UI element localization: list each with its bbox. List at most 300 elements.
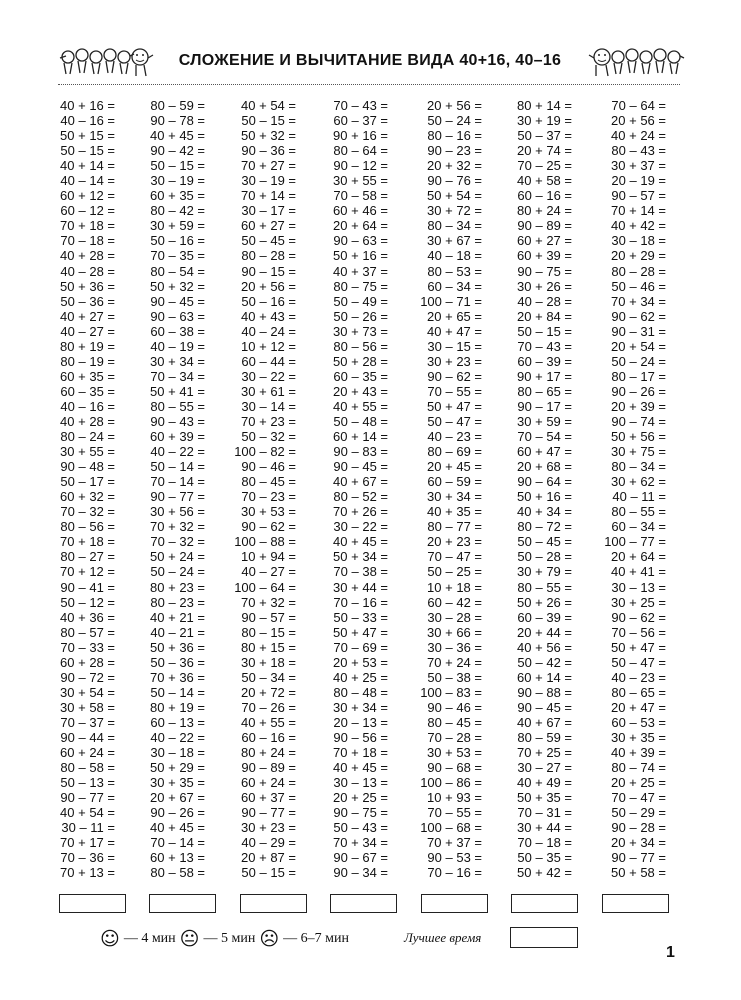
exercise-item: 90 – 23 = [427,143,482,159]
exercise-item: 60 + 13 = [150,850,205,866]
exercise-item: 90 – 75 = [333,805,388,821]
exercise-item: 40 – 21 = [150,624,205,640]
exercise-item: 70 – 14 = [150,474,205,490]
legend-time-text: — 4 мин [123,931,176,946]
exercise-item: 50 – 26 = [333,308,388,324]
exercise-item: 90 – 76 = [427,173,482,189]
exercise-item: 30 – 18 = [611,233,666,249]
exercise-item: 60 – 39 = [517,609,572,625]
exercise-item: 50 – 46 = [611,278,666,294]
exercise-item: 30 + 56 = [150,504,205,520]
exercise-item: 20 + 87 = [241,850,296,866]
exercise-item: 80 – 34 = [611,459,666,475]
exercise-item: 80 – 55 = [611,504,666,520]
exercise-item: 20 + 64 = [611,549,666,565]
exercise-item: 80 – 54 = [150,263,205,279]
exercise-item: 30 + 67 = [427,233,482,249]
exercise-item: 30 – 28 = [427,609,482,625]
exercise-item: 70 – 37 = [60,714,115,730]
exercise-item: 50 + 35 = [517,790,572,806]
exercise-item: 70 + 18 = [333,745,388,761]
exercise-item: 70 – 56 = [611,624,666,640]
exercise-item: 70 – 58 = [333,188,388,204]
stick-figures-decoration-right [586,44,686,82]
exercise-item: 90 – 28 = [611,820,666,836]
exercise-item: 30 + 19 = [517,113,572,129]
exercise-item: 50 – 49 = [333,293,388,309]
exercise-item: 40 – 16 = [60,398,115,414]
exercise-item: 40 + 45 = [150,820,205,836]
exercise-item: 70 – 34 = [150,368,205,384]
exercise-item: 60 – 35 = [60,383,115,399]
answer-box[interactable] [602,894,669,913]
exercise-item: 70 – 47 = [611,790,666,806]
best-time-box[interactable] [510,927,578,948]
exercise-item: 50 + 15 = [60,128,115,144]
exercise-item: 80 – 48 = [333,684,388,700]
exercise-item: 70 – 43 = [333,98,388,113]
exercise-item: 80 – 42 = [150,203,205,219]
exercise-item: 40 + 45 = [333,534,388,550]
exercise-item: 80 – 53 = [427,263,482,279]
exercise-item: 90 – 46 = [427,699,482,715]
exercise-item: 50 + 16 = [333,248,388,264]
exercise-item: 100 – 88 = [234,534,296,550]
exercise-item: 80 – 58 = [150,865,205,881]
exercise-item: 70 – 55 = [427,383,482,399]
exercise-item: 70 – 32 = [150,534,205,550]
exercise-item: 70 + 25 = [517,745,572,761]
exercise-item: 40 + 67 = [333,474,388,490]
exercise-item: 80 – 43 = [611,143,666,159]
exercise-item: 30 + 59 = [517,413,572,429]
answer-box[interactable] [421,894,488,913]
exercise-item: 30 + 25 = [611,594,666,610]
exercise-item: 90 – 42 = [150,143,205,159]
exercise-item: 10 + 18 = [427,579,482,595]
exercise-item: 60 – 53 = [611,714,666,730]
exercise-item: 90 – 77 = [611,850,666,866]
exercise-item: 80 + 19 = [150,699,205,715]
exercise-item: 20 + 54 = [611,338,666,354]
exercise-item: 80 – 27 = [60,549,115,565]
exercise-item: 80 + 15 = [241,639,296,655]
exercise-item: 50 – 45 = [241,233,296,249]
exercise-item: 30 + 34 = [150,353,205,369]
exercise-item: 90 – 57 = [611,188,666,204]
exercise-item: 70 – 32 = [60,504,115,520]
time-legend [100,928,390,950]
exercise-item: 60 + 35 = [150,188,205,204]
exercise-item: 60 + 27 = [241,218,296,234]
exercise-item: 40 – 27 = [241,564,296,580]
exercise-item: 90 – 68 = [427,760,482,776]
exercise-item: 30 + 75 = [611,444,666,460]
exercise-item: 90 + 16 = [333,128,388,144]
exercise-item: 50 – 47 = [611,654,666,670]
exercise-item: 90 – 77 = [60,790,115,806]
exercise-item: 70 + 27 = [241,158,296,174]
exercise-item: 50 – 14 = [150,684,205,700]
exercise-item: 90 – 43 = [150,413,205,429]
exercise-item: 90 – 48 = [60,459,115,475]
exercise-item: 40 – 18 = [427,248,482,264]
legend-time-text: — 6–7 мин [283,931,349,946]
exercise-item: 60 + 14 = [517,669,572,685]
exercise-item: 50 – 14 = [150,459,205,475]
exercise-item: 30 + 53 = [241,504,296,520]
exercise-item: 30 – 13 = [333,775,388,791]
exercise-item: 60 – 37 = [333,113,388,129]
exercise-item: 30 + 61 = [241,383,296,399]
exercise-item: 60 – 38 = [150,323,205,339]
exercise-item: 40 – 27 = [60,323,115,339]
exercise-item: 70 – 23 = [241,489,296,505]
exercise-item: 40 + 54 = [241,98,296,113]
exercise-item: 90 – 89 = [517,218,572,234]
exercise-item: 90 – 34 = [333,865,388,881]
exercise-item: 80 – 56 = [333,338,388,354]
exercise-item: 30 + 34 = [333,699,388,715]
exercise-item: 70 – 47 = [427,549,482,565]
exercise-item: 70 – 18 = [517,835,572,851]
exercise-item: 70 + 26 = [333,504,388,520]
exercise-item: 60 + 47 = [517,444,572,460]
answer-boxes-row [59,894,685,915]
exercise-item: 40 + 27 = [60,308,115,324]
exercise-item: 40 + 47 = [427,323,482,339]
exercise-item: 40 + 55 = [241,714,296,730]
exercise-item: 40 + 45 = [333,760,388,776]
exercise-item: 100 – 71 = [420,293,482,309]
exercise-item: 50 – 24 = [611,353,666,369]
exercise-item: 40 + 43 = [241,308,296,324]
exercise-item: 50 + 29 = [150,760,205,776]
exercise-item: 40 + 36 = [60,609,115,625]
exercise-item: 90 – 63 = [150,308,205,324]
exercise-item: 70 – 26 = [241,699,296,715]
exercise-item: 60 – 13 = [150,714,205,730]
exercise-item: 60 + 24 = [241,775,296,791]
exercise-item: 30 + 62 = [611,474,666,490]
exercise-item: 40 + 45 = [150,128,205,144]
exercise-item: 50 + 16 = [517,489,572,505]
exercise-item: 30 + 73 = [333,323,388,339]
exercise-item: 80 – 77 = [427,519,482,535]
legend-time-text: — 5 мин [203,931,256,946]
exercise-item: 40 – 11 = [612,489,666,505]
exercise-item: 80 – 64 = [333,143,388,159]
exercise-item: 20 + 47 = [611,699,666,715]
exercise-item: 20 + 25 = [611,775,666,791]
exercise-item: 20 + 39 = [611,398,666,414]
exercise-item: 50 – 16 = [241,293,296,309]
exercise-item: 20 – 13 = [333,714,388,730]
exercise-item: 60 + 39 = [150,429,205,445]
exercise-item: 90 – 36 = [241,143,296,159]
exercise-item: 40 + 34 = [517,504,572,520]
exercise-item: 30 – 13 = [611,579,666,595]
exercise-item: 30 + 18 = [241,654,296,670]
exercise-column [133,98,205,880]
exercise-item: 60 – 44 = [241,353,296,369]
exercise-item: 50 – 13 = [60,775,115,791]
exercise-item: 70 – 43 = [517,338,572,354]
exercise-item: 60 – 59 = [427,474,482,490]
exercise-item: 80 + 19 = [60,338,115,354]
exercise-item: 40 + 49 = [517,775,572,791]
exercise-item: 20 + 56 = [427,98,482,113]
neutral-face-icon: 😐 [179,928,200,950]
exercise-item: 90 – 17 = [517,398,572,414]
exercise-item: 20 + 74 = [517,143,572,159]
exercise-item: 30 + 53 = [427,745,482,761]
exercise-item: 50 – 33 = [333,609,388,625]
exercise-item: 50 – 34 = [241,669,296,685]
exercise-item: 20 + 72 = [241,684,296,700]
answer-box[interactable] [240,894,307,913]
exercise-item: 90 – 77 = [241,805,296,821]
exercise-grid [58,98,688,888]
exercise-item: 20 + 34 = [611,835,666,851]
exercise-item: 40 + 25 = [333,669,388,685]
exercise-item: 90 – 45 = [150,293,205,309]
exercise-item: 50 + 42 = [517,865,572,881]
exercise-item: 60 + 37 = [241,790,296,806]
exercise-item: 90 – 83 = [333,444,388,460]
exercise-item: 90 – 74 = [611,413,666,429]
exercise-item: 40 – 22 = [150,729,205,745]
exercise-item: 50 + 47 = [611,639,666,655]
exercise-item: 70 + 32 = [241,594,296,610]
exercise-item: 90 – 44 = [60,729,115,745]
exercise-item: 30 + 34 = [427,489,482,505]
exercise-item: 40 – 14 = [60,173,115,189]
exercise-item: 50 + 24 = [150,549,205,565]
exercise-item: 80 – 23 = [150,594,205,610]
exercise-item: 10 + 94 = [241,549,296,565]
exercise-item: 60 – 16 = [241,729,296,745]
exercise-item: 30 + 44 = [333,579,388,595]
exercise-item: 10 + 93 = [427,790,482,806]
exercise-item: 60 + 39 = [517,248,572,264]
exercise-item: 20 + 23 = [427,534,482,550]
exercise-item: 70 – 28 = [427,729,482,745]
exercise-item: 70 + 13 = [60,865,115,881]
exercise-item: 90 – 62 = [611,308,666,324]
exercise-item: 40 + 56 = [517,639,572,655]
exercise-item: 90 – 62 = [427,368,482,384]
exercise-item: 30 + 26 = [517,278,572,294]
exercise-item: 30 + 35 = [611,729,666,745]
exercise-item: 50 + 32 = [150,278,205,294]
exercise-item: 20 + 53 = [333,654,388,670]
exercise-item: 60 – 39 = [517,353,572,369]
exercise-item: 70 + 24 = [427,654,482,670]
exercise-item: 80 – 45 = [427,714,482,730]
exercise-item: 40 + 42 = [611,218,666,234]
exercise-column [43,98,115,880]
exercise-item: 30 – 36 = [427,639,482,655]
exercise-item: 30 + 44 = [517,820,572,836]
exercise-item: 50 – 36 = [60,293,115,309]
exercise-item: 50 – 43 = [333,820,388,836]
exercise-item: 50 + 36 = [150,639,205,655]
exercise-item: 70 + 34 = [333,835,388,851]
exercise-item: 50 + 32 = [241,128,296,144]
exercise-item: 50 – 24 = [427,113,482,129]
exercise-item: 70 – 54 = [517,429,572,445]
exercise-item: 50 + 47 = [333,624,388,640]
page-title: СЛОЖЕНИЕ И ВЫЧИТАНИЕ ВИДА 40+16, 40–16 [178,52,562,69]
exercise-item: 80 – 52 = [333,489,388,505]
exercise-item: 60 + 24 = [60,745,115,761]
exercise-item: 50 – 48 = [333,413,388,429]
exercise-item: 90 – 26 = [150,805,205,821]
exercise-item: 80 – 58 = [60,760,115,776]
exercise-item: 70 + 14 = [241,188,296,204]
exercise-item: 90 – 12 = [333,158,388,174]
exercise-item: 40 + 16 = [60,98,115,113]
exercise-item: 50 – 17 = [60,474,115,490]
exercise-item: 90 – 89 = [241,760,296,776]
exercise-item: 40 + 41 = [611,564,666,580]
exercise-item: 50 – 15 = [150,158,205,174]
exercise-item: 50 + 47 = [427,398,482,414]
exercise-item: 60 + 28 = [60,654,115,670]
exercise-item: 60 + 46 = [333,203,388,219]
exercise-item: 80 – 24 = [60,429,115,445]
exercise-item: 70 + 32 = [150,519,205,535]
exercise-item: 80 – 59 = [517,729,572,745]
exercise-item: 50 + 41 = [150,383,205,399]
exercise-item: 70 + 17 = [60,835,115,851]
exercise-item: 90 – 45 = [333,459,388,475]
exercise-item: 90 – 26 = [611,383,666,399]
exercise-item: 80 – 65 = [611,684,666,700]
exercise-item: 90 – 64 = [517,474,572,490]
exercise-item: 40 + 55 = [333,398,388,414]
exercise-item: 30 – 17 = [241,203,296,219]
exercise-item: 70 – 18 = [60,233,115,249]
exercise-item: 40 + 39 = [611,745,666,761]
exercise-item: 80 – 69 = [427,444,482,460]
exercise-item: 80 + 23 = [150,579,205,595]
exercise-item: 40 + 21 = [150,609,205,625]
page-number: 1 [666,944,675,961]
exercise-item: 80 – 34 = [427,218,482,234]
exercise-item: 70 – 16 = [333,594,388,610]
exercise-item: 30 + 58 = [60,699,115,715]
exercise-column [224,98,296,880]
exercise-item: 80 + 14 = [517,98,572,113]
exercise-item: 60 + 27 = [517,233,572,249]
exercise-item: 20 + 45 = [427,459,482,475]
exercise-item: 80 – 17 = [611,368,666,384]
exercise-item: 90 – 56 = [333,729,388,745]
exercise-item: 100 – 77 = [604,534,666,550]
exercise-item: 100 – 64 = [234,579,296,595]
answer-box[interactable] [149,894,216,913]
exercise-item: 70 + 36 = [150,669,205,685]
exercise-item: 50 + 28 = [333,353,388,369]
exercise-item: 50 + 34 = [333,549,388,565]
exercise-item: 50 – 42 = [517,654,572,670]
exercise-item: 40 + 58 = [517,173,572,189]
exercise-item: 70 – 35 = [150,248,205,264]
exercise-item: 30 + 72 = [427,203,482,219]
exercise-item: 30 + 35 = [150,775,205,791]
exercise-item: 80 – 28 = [241,248,296,264]
exercise-item: 70 – 55 = [427,805,482,821]
exercise-item: 20 + 44 = [517,624,572,640]
exercise-item: 20 + 43 = [333,383,388,399]
exercise-item: 30 + 55 = [60,444,115,460]
exercise-item: 80 – 75 = [333,278,388,294]
exercise-item: 80 – 74 = [611,760,666,776]
exercise-item: 20 + 29 = [611,248,666,264]
exercise-item: 20 + 25 = [333,790,388,806]
answer-box[interactable] [511,894,578,913]
exercise-item: 60 – 34 = [611,519,666,535]
exercise-item: 80 – 72 = [517,519,572,535]
exercise-item: 90 – 72 = [60,669,115,685]
exercise-item: 60 – 42 = [427,594,482,610]
exercise-item: 20 + 68 = [517,459,572,475]
exercise-item: 70 – 36 = [60,850,115,866]
exercise-item: 40 + 54 = [60,805,115,821]
exercise-item: 30 – 15 = [427,338,482,354]
exercise-item: 90 + 17 = [517,368,572,384]
sad-face-icon: ☹ [259,928,280,950]
exercise-item: 30 + 54 = [60,684,115,700]
exercise-item: 80 – 19 = [60,353,115,369]
exercise-item: 90 – 78 = [150,113,205,129]
exercise-item: 50 – 16 = [150,233,205,249]
exercise-item: 90 – 46 = [241,459,296,475]
exercise-item: 90 – 63 = [333,233,388,249]
exercise-item: 80 – 16 = [427,128,482,144]
exercise-item: 40 + 35 = [427,504,482,520]
exercise-item: 80 – 59 = [150,98,205,113]
exercise-item: 80 – 56 = [60,519,115,535]
answer-box[interactable] [59,894,126,913]
exercise-item: 90 – 77 = [150,489,205,505]
exercise-item: 60 + 14 = [333,429,388,445]
exercise-item: 30 – 19 = [150,173,205,189]
best-time-label: Лучшее время [404,930,482,945]
exercise-item: 80 – 15 = [241,624,296,640]
exercise-item: 40 – 28 = [60,263,115,279]
exercise-item: 90 – 75 = [517,263,572,279]
exercise-item: 50 – 15 = [517,323,572,339]
answer-box[interactable] [330,894,397,913]
exercise-column [410,98,482,880]
exercise-item: 50 + 58 = [611,865,666,881]
exercise-item: 90 – 57 = [241,609,296,625]
exercise-item: 30 – 19 = [241,173,296,189]
exercise-item: 100 – 68 = [420,820,482,836]
exercise-item: 30 + 79 = [517,564,572,580]
exercise-item: 70 + 14 = [611,203,666,219]
exercise-item: 80 – 45 = [241,474,296,490]
exercise-item: 40 + 14 = [60,158,115,174]
exercise-item: 20 + 56 = [611,113,666,129]
exercise-item: 70 + 37 = [427,835,482,851]
exercise-item: 50 – 36 = [150,654,205,670]
exercise-item: 30 + 23 = [427,353,482,369]
exercise-item: 70 + 12 = [60,564,115,580]
